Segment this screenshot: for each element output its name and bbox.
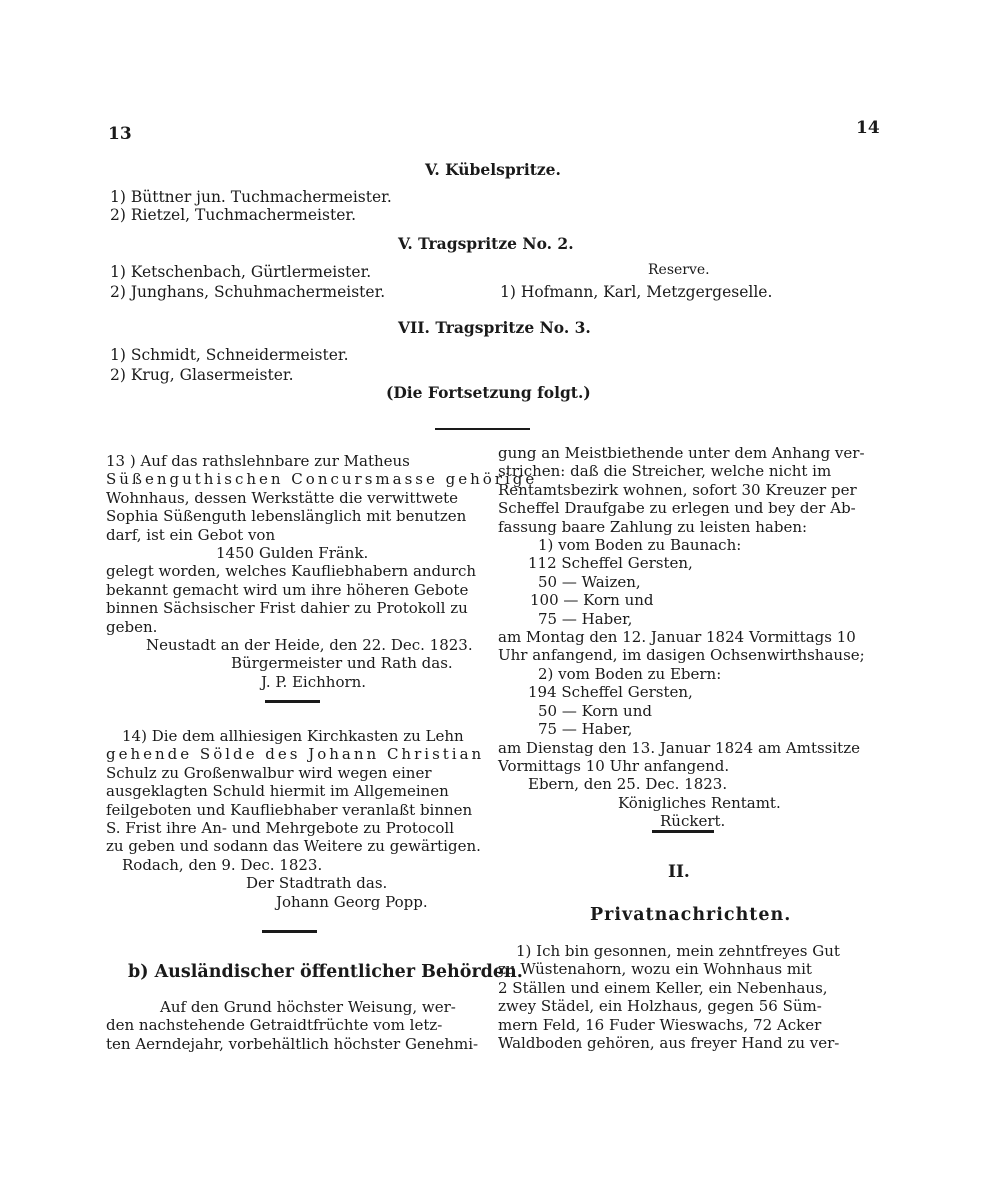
text-line: Neustadt an der Heide, den 22. Dec. 1823. [146, 636, 473, 655]
text-line: ten Aerndejahr, vorbehältlich höchster Genehmi- [106, 1034, 479, 1053]
text-line: darf, ist ein Gebot von [106, 525, 276, 544]
text-line: Süßenguthischen Concursmasse gehörige [106, 470, 538, 489]
divider [435, 428, 530, 430]
page-number-left: 13 [108, 124, 132, 144]
text-line: Rodach, den 9. Dec. 1823. [122, 855, 323, 874]
text-line: bekannt gemacht wird um ihre höheren Gebote [106, 580, 469, 599]
text-line: gung an Meistbiethende unter dem Anhang ver- [498, 444, 865, 462]
text-line: feilgeboten und Kaufliebhaber veranlaßt binnen [106, 800, 473, 819]
list-item: 1) Hofmann, Karl, Metzgergeselle. [500, 283, 773, 301]
text-line: 50 — Korn und [538, 701, 652, 720]
text-line: 1) vom Boden zu Baunach: [538, 536, 742, 555]
text-line: 1450 Gulden Fränk. [216, 544, 369, 563]
text-line: 112 Scheffel Gersten, [528, 554, 693, 573]
text-line: den nachstehende Getraidtfrüchte vom letz- [106, 1016, 443, 1035]
text-line: Königliches Rentamt. [618, 793, 781, 812]
text-line: fassung baare Zahlung zu leisten haben: [498, 517, 808, 536]
text-line: 14) Die dem allhiesigen Kirchkasten zu Lehn [122, 727, 464, 745]
text-line: gelegt worden, welches Kaufliebhabern andurch [106, 562, 477, 581]
signature: J. P. Eichhorn. [261, 672, 367, 691]
text-line: binnen Sächsischer Frist dahier zu Protokoll zu [106, 599, 468, 618]
text-line: Rentamtsbezirk wohnen, sofort 30 Kreuzer per [498, 480, 857, 499]
section-heading-tragspritze-3: VII. Tragspritze No. 3. [398, 318, 591, 337]
text-line: 2 Ställen und einem Keller, ein Nebenhaus, [498, 978, 828, 997]
list-item: 2) Krug, Glasermeister. [110, 366, 294, 384]
text-line: 2) vom Boden zu Ebern: [538, 664, 722, 683]
text-line: Wohnhaus, dessen Werkstätte die verwittwete [106, 488, 459, 507]
text-line: strichen: daß die Streicher, welche nicht im [498, 462, 832, 481]
text-line: Ebern, den 25. Dec. 1823. [528, 775, 728, 794]
notice-14 [106, 727, 485, 911]
text-line: 50 — Waizen, [538, 572, 641, 591]
text-line: Uhr anfangend, im dasigen Ochsenwirthshause; [498, 646, 865, 665]
text-line: 1) Ich bin gesonnen, mein zehntfreyes Gut [516, 942, 840, 960]
text-line: zu geben und sodann das Weitere zu gewärtigen. [106, 837, 481, 856]
section-heading-ii: II. [668, 862, 690, 882]
list-item: 1) Ketschenbach, Gürtlermeister. [110, 263, 372, 281]
text-line: ausgeklagten Schuld hiermit im Allgemeinen [106, 782, 449, 801]
text-line: 75 — Haber, [538, 720, 633, 739]
text-line: zu Wüstenahorn, wozu ein Wohnhaus mit [498, 960, 812, 979]
text-line: 100 — Korn und [530, 591, 654, 610]
section-heading-b: b) Ausländischer öffentlicher Behörden. [128, 962, 523, 982]
text-line: geben. [106, 617, 158, 636]
text-line: Vormittags 10 Uhr anfangend. [498, 756, 730, 775]
list-item: 1) Büttner jun. Tuchmachermeister. [110, 188, 392, 206]
text-line: Scheffel Draufgabe zu erlegen und bey der Ab- [498, 499, 856, 518]
signature: Rückert. [660, 812, 726, 831]
section-heading-privatnachrichten: Privatnachrichten. [590, 905, 792, 925]
text-line: mern Feld, 16 Fuder Wieswachs, 72 Acker [498, 1015, 822, 1034]
list-item: 1) Schmidt, Schneidermeister. [110, 346, 349, 364]
page-number-right: 14 [856, 118, 880, 138]
text-line: gehende Sölde des Johann Christian [106, 745, 485, 764]
list-item: 2) Junghans, Schuhmachermeister. [110, 283, 386, 301]
text-line: Sophia Süßenguth lebenslänglich mit benutzen [106, 507, 467, 526]
divider [652, 830, 714, 833]
text-line: am Dienstag den 13. Januar 1824 am Amtssitze [498, 738, 860, 757]
list-item: 2) Rietzel, Tuchmachermeister. [110, 206, 357, 224]
signature: Johann Georg Popp. [276, 892, 428, 911]
paragraph-privat [498, 942, 878, 1052]
text-line: Waldboden gehören, aus freyer Hand zu ver- [498, 1034, 840, 1053]
text-line: Der Stadtrath das. [246, 874, 388, 893]
divider [265, 700, 320, 703]
text-line: zwey Städel, ein Holzhaus, gegen 56 Süm- [498, 997, 822, 1016]
text-line: Bürgermeister und Rath das. [231, 654, 453, 673]
divider [262, 930, 317, 933]
text-line: 194 Scheffel Gersten, [528, 683, 693, 702]
reserve-heading: Reserve. [648, 262, 710, 278]
text-line: 75 — Haber, [538, 609, 633, 628]
section-heading-kuebelspritze: V. Kübelspritze. [425, 160, 561, 179]
text-line: Auf den Grund höchster Weisung, wer- [160, 998, 456, 1016]
paragraph-b [106, 998, 481, 1053]
section-heading-tragspritze-2: V. Tragspritze No. 2. [398, 234, 574, 253]
notice-13 [106, 452, 538, 691]
continuation-note: (Die Fortsetzung folgt.) [386, 383, 591, 402]
notice-continuation [498, 444, 878, 831]
text-line: S. Frist ihre An- und Mehrgebote zu Protocoll [106, 819, 455, 838]
text-line: 13 ) Auf das rathslehnbare zur Matheus [106, 452, 410, 470]
text-line: am Montag den 12. Januar 1824 Vormittags 10 [498, 628, 856, 647]
text-line: Schulz zu Großenwalbur wird wegen einer [106, 763, 432, 782]
